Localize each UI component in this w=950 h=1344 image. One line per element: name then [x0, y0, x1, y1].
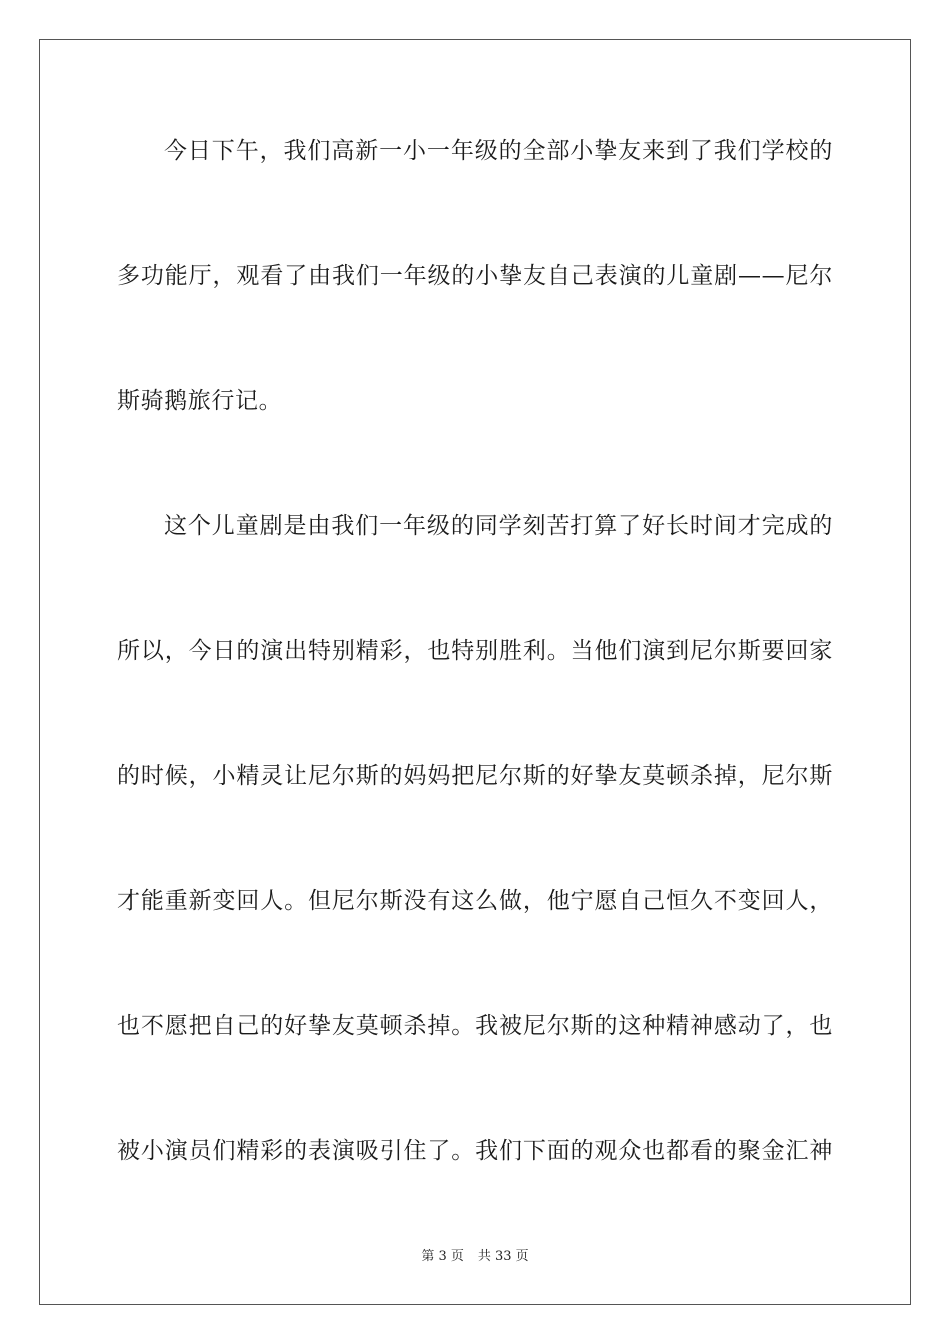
paragraph-line: 今日下午，我们高新一小一年级的全部小挚友来到了我们学校的 [164, 138, 833, 164]
paragraph-line: 的时候，小精灵让尼尔斯的妈妈把尼尔斯的好挚友莫顿杀掉，尼尔斯 [117, 763, 833, 789]
paragraph-line: 所以，今日的演出特别精彩，也特别胜利。当他们演到尼尔斯要回家 [117, 638, 833, 664]
page-footer [0, 1248, 950, 1266]
paragraph-line: 被小演员们精彩的表演吸引住了。我们下面的观众也都看的聚金汇神 [117, 1138, 833, 1164]
page-number: 第 3 页 [421, 1249, 464, 1264]
paragraph-line: 才能重新变回人。但尼尔斯没有这么做，他宁愿自己恒久不变回人， [117, 888, 833, 914]
page-total: 共 33 页 [477, 1249, 529, 1264]
paragraph-line: 多功能厅，观看了由我们一年级的小挚友自己表演的儿童剧——尼尔 [117, 263, 833, 289]
paragraph-line: 斯骑鹅旅行记。 [117, 388, 283, 414]
page-border [39, 39, 911, 1305]
paragraph-line: 这个儿童剧是由我们一年级的同学刻苦打算了好长时间才完成的 [164, 513, 833, 539]
paragraph-line: 也不愿把自己的好挚友莫顿杀掉。我被尼尔斯的这种精神感动了，也 [117, 1013, 833, 1039]
